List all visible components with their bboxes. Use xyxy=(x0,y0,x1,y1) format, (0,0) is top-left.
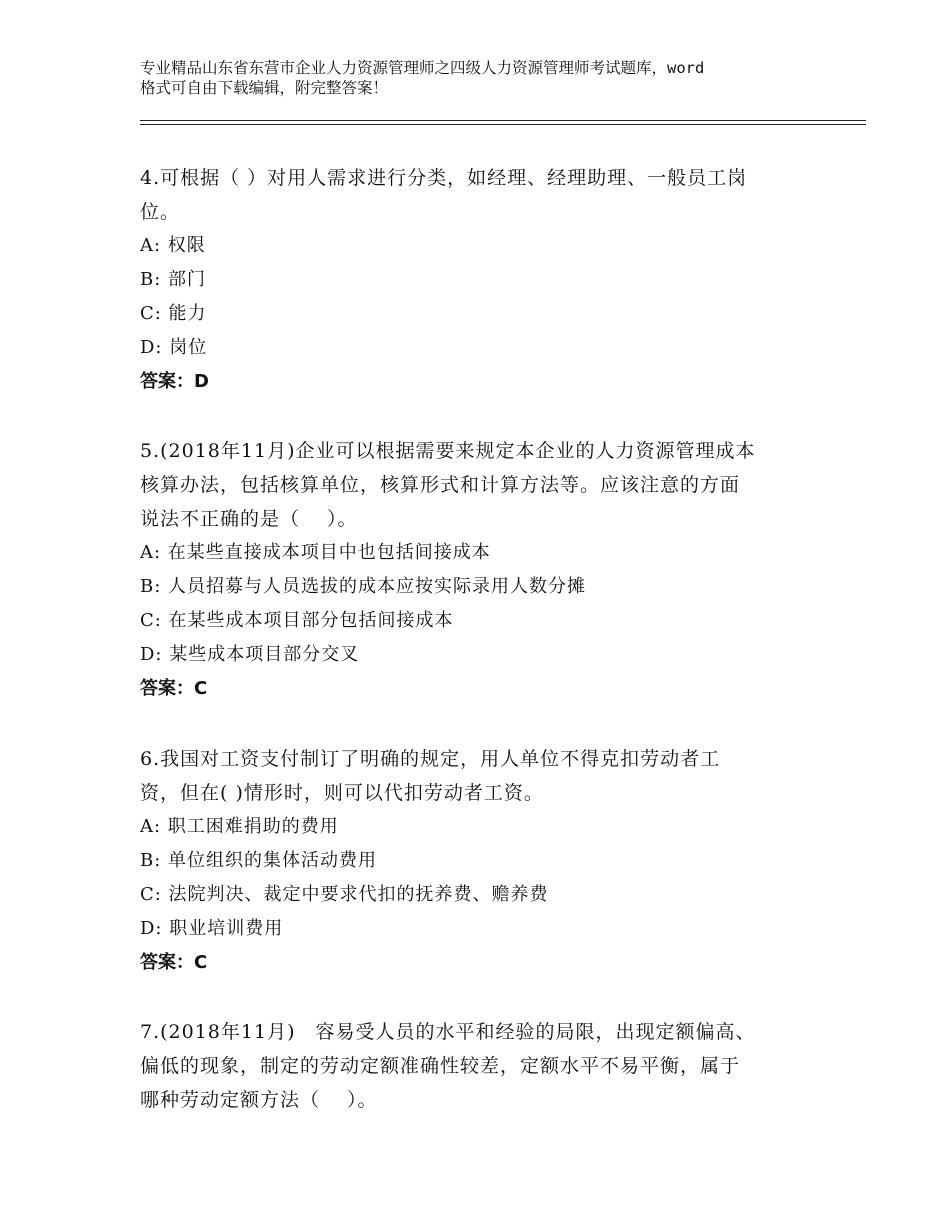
question-text-line: 核算办法，包括核算单位，核算形式和计算方法等。应该注意的方面 xyxy=(140,474,741,496)
header-title-line-1: 专业精品山东省东营市企业人力资源管理师之四级人力资源管理师考试题库，word xyxy=(140,59,705,77)
option-a: A: 在某些直接成本项目中也包括间接成本 xyxy=(140,542,491,563)
document-header xyxy=(140,58,830,98)
question-text-line: 7.(2018年11月) 容易受人员的水平和经验的局限，出现定额偏高、 xyxy=(140,1021,756,1043)
option-d: D: 岗位 xyxy=(140,337,208,358)
header-divider-bottom xyxy=(140,124,866,125)
question-text-line: 5.(2018年11月)企业可以根据需要来规定本企业的人力资源管理成本 xyxy=(140,440,756,462)
option-a: A: 权限 xyxy=(140,235,206,256)
option-b: B: 人员招募与人员选拔的成本应按实际录用人数分摊 xyxy=(140,576,587,597)
option-b: B: 部门 xyxy=(140,269,207,290)
question-text-line: 资，但在( )情形时，则可以代扣劳动者工资。 xyxy=(140,782,544,804)
option-c: C: 能力 xyxy=(140,303,207,324)
option-a: A: 职工困难捐助的费用 xyxy=(140,816,339,837)
header-divider-top xyxy=(140,120,866,121)
question-7 xyxy=(140,1015,820,1117)
option-d: D: 职业培训费用 xyxy=(140,918,284,939)
question-text-line: 6.我国对工资支付制订了明确的规定，用人单位不得克扣劳动者工 xyxy=(140,748,721,770)
option-b: B: 单位组织的集体活动费用 xyxy=(140,850,378,871)
question-text-line: 偏低的现象，制定的劳动定额准确性较差，定额水平不易平衡，属于 xyxy=(140,1055,741,1077)
answer-label: 答案：C xyxy=(140,678,208,699)
question-text-line: 4.可根据（ ）对用人需求进行分类，如经理、经理助理、一般员工岗 xyxy=(140,167,748,189)
option-d: D: 某些成本项目部分交叉 xyxy=(140,644,360,665)
answer-label: 答案：C xyxy=(140,952,208,973)
question-6 xyxy=(140,742,820,980)
header-title-line-2: 格式可自由下载编辑，附完整答案！ xyxy=(140,79,389,97)
question-text-line: 哪种劳动定额方法（ ）。 xyxy=(140,1089,378,1111)
option-c: C: 法院判决、裁定中要求代扣的抚养费、赡养费 xyxy=(140,884,549,905)
question-5 xyxy=(140,434,820,706)
question-text-line: 说法不正确的是（ ）。 xyxy=(140,508,358,530)
question-4 xyxy=(140,161,820,399)
question-text-line: 位。 xyxy=(140,201,181,223)
answer-label: 答案：D xyxy=(140,371,209,392)
option-c: C: 在某些成本项目部分包括间接成本 xyxy=(140,610,454,631)
